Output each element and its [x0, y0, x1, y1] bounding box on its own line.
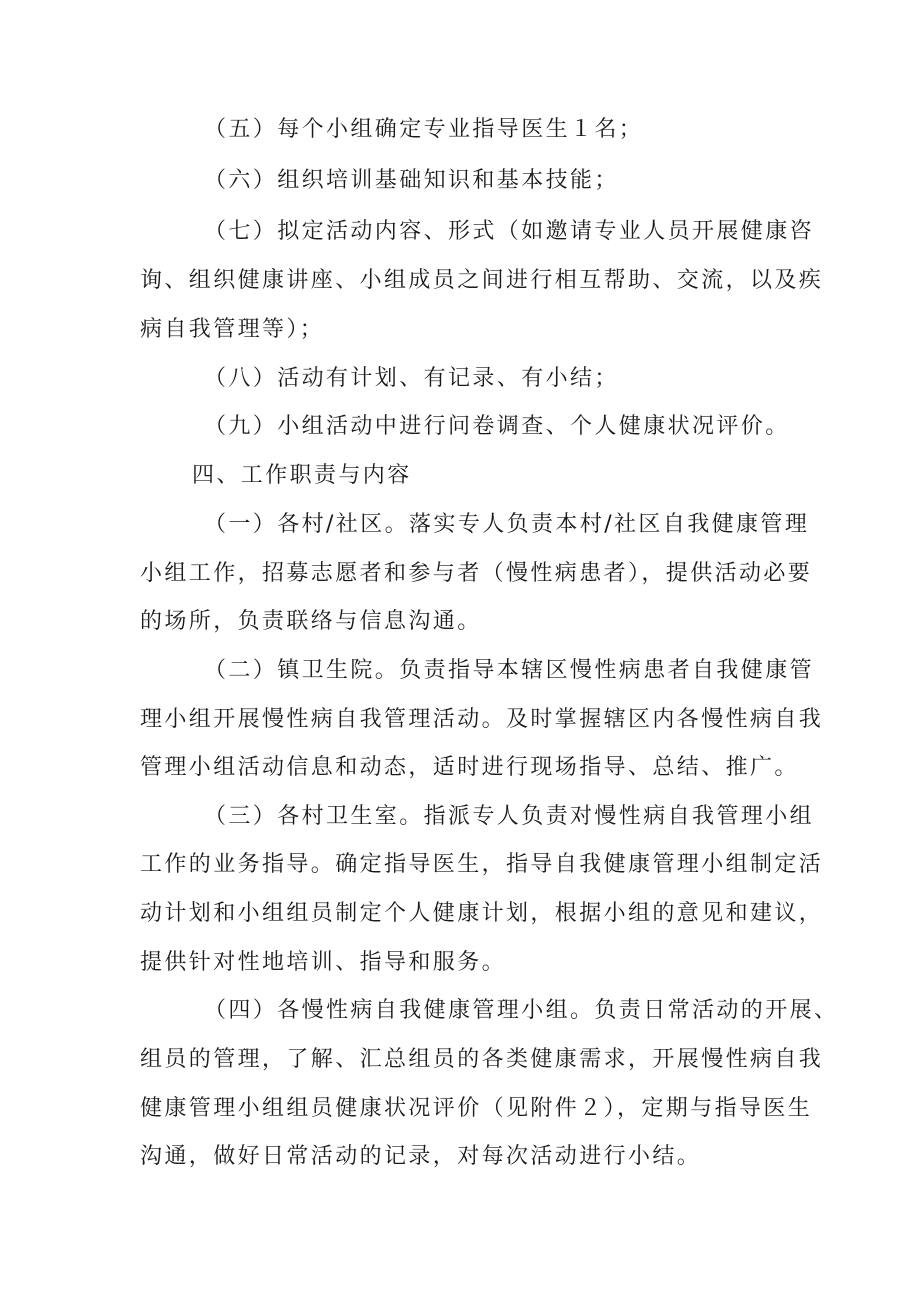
duty-four-line-1: （四）各慢性病自我健康管理小组。负责日常活动的开展、 — [204, 998, 839, 1023]
duty-three-line-3: 动计划和小组组员制定个人健康计划，根据小组的意见和建议， — [140, 901, 824, 926]
section-four-heading: 四、工作职责与内容 — [192, 463, 412, 488]
duty-two-line-3: 管理小组活动信息和动态，适时进行现场指导、总结、推广。 — [140, 755, 799, 780]
item-eight-line: （八）活动有计划、有记录、有小结； — [204, 366, 619, 391]
duty-four-line-4: 沟通，做好日常活动的记录，对每次活动进行小结。 — [140, 1144, 702, 1169]
item-seven-line-1: （七）拟定活动内容、形式（如邀请专业人员开展健康咨 — [204, 219, 815, 244]
duty-two-line-1: （二）镇卫生院。负责指导本辖区慢性病患者自我健康管 — [204, 658, 815, 683]
duty-one-line-1: （一）各村/社区。落实专人负责本村/社区自我健康管理 — [204, 512, 810, 537]
duty-two-line-2: 理小组开展慢性病自我管理活动。及时掌握辖区内各慢性病自我 — [140, 707, 824, 732]
item-five-line: （五）每个小组确定专业指导医生１名； — [204, 117, 644, 142]
duty-four-line-3: 健康管理小组组员健康状况评价（见附件２），定期与指导医生 — [140, 1096, 813, 1121]
duty-one-line-2: 小组工作，招募志愿者和参与者（慢性病患者），提供活动必要 — [140, 561, 813, 586]
item-seven-line-2: 询、组织健康讲座、小组成员之间进行相互帮助、交流，以及疾 — [140, 268, 824, 293]
item-seven-line-3: 病自我管理等）； — [140, 317, 325, 342]
item-nine-line: （九）小组活动中进行问卷调查、个人健康状况评价。 — [204, 414, 790, 439]
duty-three-line-1: （三）各村卫生室。指派专人负责对慢性病自我管理小组 — [204, 804, 815, 829]
item-six-line: （六）组织培训基础知识和基本技能； — [204, 168, 619, 193]
duty-four-line-2: 组员的管理，了解、汇总组员的各类健康需求，开展慢性病自我 — [140, 1047, 824, 1072]
duty-three-line-2: 工作的业务指导。确定指导医生，指导自我健康管理小组制定活 — [140, 852, 824, 877]
duty-three-line-4: 提供针对性地培训、指导和服务。 — [140, 950, 507, 975]
duty-one-line-3: 的场所，负责联络与信息沟通。 — [140, 609, 482, 634]
